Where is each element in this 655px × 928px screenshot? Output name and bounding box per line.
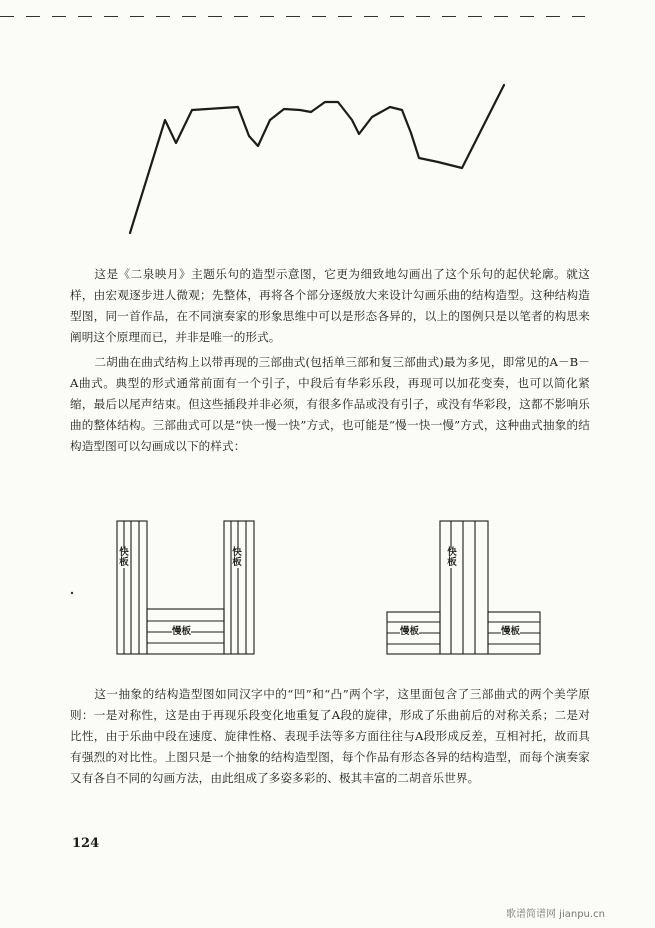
paragraph-3-text: 这一抽象的结构造型图如同汉字中的“凹”和“凸”两个字，这里面包含了三部曲式的两个美学原则：一是对称性，这是由于再现乐段变化地重复了A段的旋律，形成了乐曲前后的对称关系；二是对比性，由于乐曲中段在速度、旋律性格、表现手法等多方面往往与A段形成反差，互相衬托，故而具有强烈的对比性。上图只是一个抽象的结构造型图，每个作品有形态各异的结构造型，而每个演奏家又有各自不同的勾画方法，由此组成了多姿多彩的、极其丰富的二胡音乐世界。 bbox=[70, 687, 590, 785]
left-diagram-right-label: 快板 bbox=[232, 547, 242, 568]
paragraph-aesthetic-principles bbox=[70, 684, 590, 789]
paragraph-1-text: 这是《二泉映月》主题乐句的造型示意图，它更为细致地勾画出了这个乐句的起伏轮廓。就这样，由宏观逐步进人微观；先整体，再将各个部分逐级放大来设计勾画乐曲的结构造型。这种结构造型图，同一首作品，在不同演奏家的形象思维中可以是形态各异的，以上的图例只是以笔者的构思来阐明这个原理而已，并非是唯一的形式。 bbox=[70, 267, 590, 344]
left-diagram-middle-label: 慢板 bbox=[172, 626, 192, 637]
paragraph-2-text: 二胡曲在曲式结构上以带再现的三部曲式(包括单三部和复三部曲式)最为多见，即常见的A－B－A曲式。典型的形式通常前面有一个引子，中段后有华彩乐段，再现可以加花变奏，也可以简化紧缩，最后以尾声结束。但这些插段并非必须，有很多作品或没有引子，或没有华彩段，这都不影响乐曲的整体结构。三部曲式可以是“快一慢一快”方式，也可能是“慢一快一慢”方式，这种曲式抽象的结构造型图可以勾画成以下的样式： bbox=[70, 355, 590, 453]
right-diagram-center-label: 快板 bbox=[447, 547, 457, 568]
right-diagram-right-label: 慢板 bbox=[501, 626, 521, 637]
page-number: 124 bbox=[72, 836, 100, 851]
right-diagram-left-label: 慢板 bbox=[400, 626, 420, 637]
stray-mark bbox=[71, 592, 73, 594]
left-diagram-left-label: 快板 bbox=[119, 547, 129, 568]
site-watermark: 歌谱简谱网 jianpu.cn bbox=[506, 909, 605, 920]
